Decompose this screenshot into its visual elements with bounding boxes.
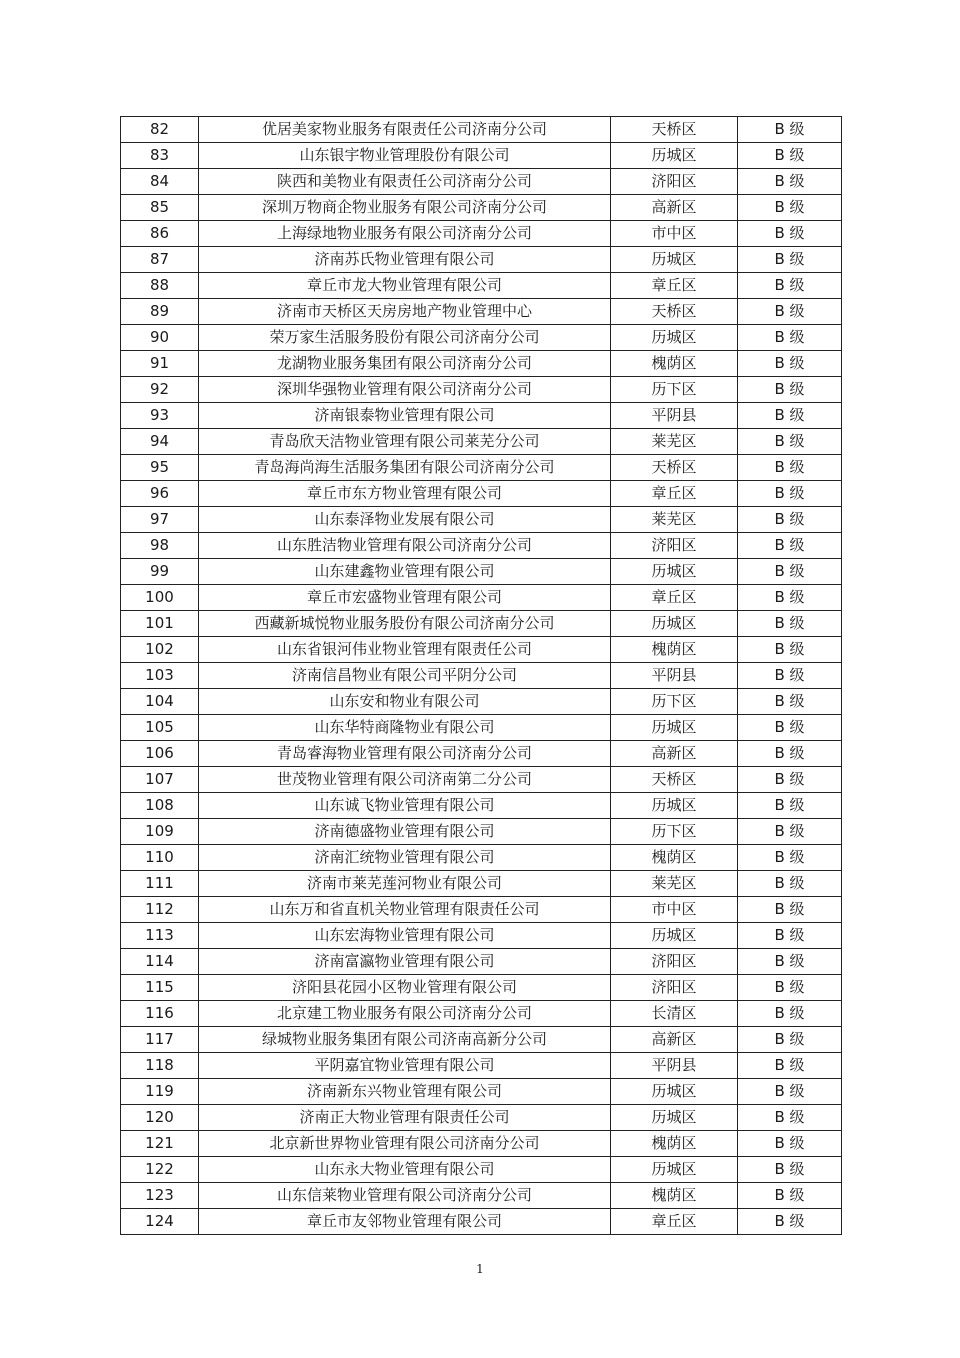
district-cell: 历城区 [611, 923, 738, 949]
district-cell: 历下区 [611, 377, 738, 403]
grade-cell: B 级 [738, 1027, 842, 1053]
district-cell: 莱芜区 [611, 429, 738, 455]
table-body [121, 117, 842, 1235]
company-name-cell: 山东省银河伟业物业管理有限责任公司 [199, 637, 611, 663]
row-number-cell: 95 [121, 455, 199, 481]
company-name-cell: 优居美家物业服务有限责任公司济南分公司 [199, 117, 611, 143]
grade-cell: B 级 [738, 715, 842, 741]
grade-cell: B 级 [738, 507, 842, 533]
company-name-cell: 章丘市友邻物业管理有限公司 [199, 1209, 611, 1235]
row-number-cell: 123 [121, 1183, 199, 1209]
grade-cell: B 级 [738, 1209, 842, 1235]
grade-cell: B 级 [738, 377, 842, 403]
district-cell: 高新区 [611, 1027, 738, 1053]
district-cell: 章丘区 [611, 273, 738, 299]
row-number-cell: 114 [121, 949, 199, 975]
table-row [121, 975, 842, 1001]
table-row [121, 377, 842, 403]
company-name-cell: 章丘市龙大物业管理有限公司 [199, 273, 611, 299]
table-row [121, 1131, 842, 1157]
district-cell: 历城区 [611, 143, 738, 169]
company-name-cell: 济南德盛物业管理有限公司 [199, 819, 611, 845]
grade-cell: B 级 [738, 325, 842, 351]
grade-cell: B 级 [738, 221, 842, 247]
table-row [121, 507, 842, 533]
company-name-cell: 章丘市宏盛物业管理有限公司 [199, 585, 611, 611]
table-row [121, 1105, 842, 1131]
table-row [121, 143, 842, 169]
grade-cell: B 级 [738, 533, 842, 559]
company-name-cell: 北京新世界物业管理有限公司济南分公司 [199, 1131, 611, 1157]
company-name-cell: 深圳万物商企物业服务有限公司济南分公司 [199, 195, 611, 221]
row-number-cell: 104 [121, 689, 199, 715]
district-cell: 槐荫区 [611, 1131, 738, 1157]
table-row [121, 1209, 842, 1235]
company-name-cell: 山东泰泽物业发展有限公司 [199, 507, 611, 533]
grade-cell: B 级 [738, 611, 842, 637]
grade-cell: B 级 [738, 169, 842, 195]
district-cell: 高新区 [611, 741, 738, 767]
table-row [121, 429, 842, 455]
table-row [121, 117, 842, 143]
grade-cell: B 级 [738, 273, 842, 299]
company-name-cell: 济南正大物业管理有限责任公司 [199, 1105, 611, 1131]
district-cell: 历城区 [611, 715, 738, 741]
grade-cell: B 级 [738, 429, 842, 455]
company-name-cell: 平阴嘉宜物业管理有限公司 [199, 1053, 611, 1079]
table-row [121, 1183, 842, 1209]
company-name-cell: 荣万家生活服务股份有限公司济南分公司 [199, 325, 611, 351]
district-cell: 平阴县 [611, 1053, 738, 1079]
row-number-cell: 87 [121, 247, 199, 273]
company-name-cell: 济南市天桥区天房房地产物业管理中心 [199, 299, 611, 325]
row-number-cell: 100 [121, 585, 199, 611]
table-row [121, 949, 842, 975]
district-cell: 槐荫区 [611, 1183, 738, 1209]
district-cell: 历城区 [611, 611, 738, 637]
company-name-cell: 济南市莱芜莲河物业有限公司 [199, 871, 611, 897]
table-row [121, 169, 842, 195]
company-name-cell: 青岛欣天洁物业管理有限公司莱芜分公司 [199, 429, 611, 455]
district-cell: 高新区 [611, 195, 738, 221]
row-number-cell: 119 [121, 1079, 199, 1105]
grade-cell: B 级 [738, 767, 842, 793]
table-row [121, 923, 842, 949]
row-number-cell: 96 [121, 481, 199, 507]
district-cell: 市中区 [611, 897, 738, 923]
table-row [121, 1157, 842, 1183]
row-number-cell: 82 [121, 117, 199, 143]
table-row [121, 585, 842, 611]
table-row [121, 455, 842, 481]
grade-cell: B 级 [738, 663, 842, 689]
company-name-cell: 济南汇统物业管理有限公司 [199, 845, 611, 871]
table-row [121, 1053, 842, 1079]
company-name-cell: 山东胜洁物业管理有限公司济南分公司 [199, 533, 611, 559]
district-cell: 历城区 [611, 1079, 738, 1105]
district-cell: 天桥区 [611, 299, 738, 325]
district-cell: 历下区 [611, 819, 738, 845]
grade-cell: B 级 [738, 819, 842, 845]
grade-cell: B 级 [738, 1053, 842, 1079]
row-number-cell: 89 [121, 299, 199, 325]
district-cell: 历城区 [611, 1105, 738, 1131]
row-number-cell: 102 [121, 637, 199, 663]
table-row [121, 1027, 842, 1053]
table-row [121, 221, 842, 247]
grade-cell: B 级 [738, 117, 842, 143]
grade-cell: B 级 [738, 689, 842, 715]
district-cell: 槐荫区 [611, 637, 738, 663]
company-name-cell: 济南银泰物业管理有限公司 [199, 403, 611, 429]
table-row [121, 481, 842, 507]
grade-cell: B 级 [738, 247, 842, 273]
company-name-cell: 世茂物业管理有限公司济南第二分公司 [199, 767, 611, 793]
row-number-cell: 118 [121, 1053, 199, 1079]
table-row [121, 715, 842, 741]
row-number-cell: 94 [121, 429, 199, 455]
row-number-cell: 117 [121, 1027, 199, 1053]
table-row [121, 273, 842, 299]
district-cell: 长清区 [611, 1001, 738, 1027]
row-number-cell: 93 [121, 403, 199, 429]
district-cell: 莱芜区 [611, 871, 738, 897]
grade-cell: B 级 [738, 793, 842, 819]
district-cell: 天桥区 [611, 117, 738, 143]
table-row [121, 689, 842, 715]
company-name-cell: 龙湖物业服务集团有限公司济南分公司 [199, 351, 611, 377]
row-number-cell: 120 [121, 1105, 199, 1131]
company-name-cell: 青岛海尚海生活服务集团有限公司济南分公司 [199, 455, 611, 481]
row-number-cell: 86 [121, 221, 199, 247]
table-row [121, 403, 842, 429]
company-name-cell: 上海绿地物业服务有限公司济南分公司 [199, 221, 611, 247]
row-number-cell: 113 [121, 923, 199, 949]
company-name-cell: 西藏新城悦物业服务股份有限公司济南分公司 [199, 611, 611, 637]
company-name-cell: 青岛睿海物业管理有限公司济南分公司 [199, 741, 611, 767]
table-row [121, 663, 842, 689]
company-name-cell: 深圳华强物业管理有限公司济南分公司 [199, 377, 611, 403]
row-number-cell: 83 [121, 143, 199, 169]
district-cell: 济阳区 [611, 169, 738, 195]
row-number-cell: 84 [121, 169, 199, 195]
company-name-cell: 绿城物业服务集团有限公司济南高新分公司 [199, 1027, 611, 1053]
district-cell: 市中区 [611, 221, 738, 247]
table-row [121, 325, 842, 351]
row-number-cell: 116 [121, 1001, 199, 1027]
grade-cell: B 级 [738, 1079, 842, 1105]
row-number-cell: 109 [121, 819, 199, 845]
district-cell: 济阳区 [611, 533, 738, 559]
table-row [121, 1001, 842, 1027]
grade-cell: B 级 [738, 1105, 842, 1131]
grade-cell: B 级 [738, 949, 842, 975]
company-name-cell: 山东信莱物业管理有限公司济南分公司 [199, 1183, 611, 1209]
company-name-cell: 陕西和美物业有限责任公司济南分公司 [199, 169, 611, 195]
grade-cell: B 级 [738, 481, 842, 507]
row-number-cell: 101 [121, 611, 199, 637]
page-number: 1 [476, 1262, 484, 1276]
company-name-cell: 济南新东兴物业管理有限公司 [199, 1079, 611, 1105]
table-row [121, 611, 842, 637]
company-name-cell: 济南富瀛物业管理有限公司 [199, 949, 611, 975]
district-cell: 历城区 [611, 559, 738, 585]
district-cell: 历城区 [611, 247, 738, 273]
district-cell: 平阴县 [611, 403, 738, 429]
company-name-cell: 山东建鑫物业管理有限公司 [199, 559, 611, 585]
table-row [121, 741, 842, 767]
grade-cell: B 级 [738, 741, 842, 767]
grade-cell: B 级 [738, 455, 842, 481]
grade-cell: B 级 [738, 897, 842, 923]
row-number-cell: 122 [121, 1157, 199, 1183]
row-number-cell: 103 [121, 663, 199, 689]
district-cell: 历城区 [611, 325, 738, 351]
district-cell: 济阳区 [611, 949, 738, 975]
grade-cell: B 级 [738, 1157, 842, 1183]
company-rating-table [120, 116, 842, 1235]
grade-cell: B 级 [738, 1183, 842, 1209]
district-cell: 槐荫区 [611, 351, 738, 377]
grade-cell: B 级 [738, 923, 842, 949]
row-number-cell: 99 [121, 559, 199, 585]
district-cell: 槐荫区 [611, 845, 738, 871]
row-number-cell: 111 [121, 871, 199, 897]
table-row [121, 533, 842, 559]
table-row [121, 897, 842, 923]
table-row [121, 195, 842, 221]
row-number-cell: 121 [121, 1131, 199, 1157]
district-cell: 历城区 [611, 1157, 738, 1183]
row-number-cell: 105 [121, 715, 199, 741]
company-name-cell: 山东银宇物业管理股份有限公司 [199, 143, 611, 169]
table-row [121, 247, 842, 273]
table-row [121, 351, 842, 377]
district-cell: 章丘区 [611, 1209, 738, 1235]
district-cell: 章丘区 [611, 585, 738, 611]
company-name-cell: 济南信昌物业有限公司平阴分公司 [199, 663, 611, 689]
district-cell: 平阴县 [611, 663, 738, 689]
district-cell: 历下区 [611, 689, 738, 715]
row-number-cell: 98 [121, 533, 199, 559]
table-row [121, 819, 842, 845]
grade-cell: B 级 [738, 143, 842, 169]
grade-cell: B 级 [738, 585, 842, 611]
row-number-cell: 124 [121, 1209, 199, 1235]
row-number-cell: 108 [121, 793, 199, 819]
grade-cell: B 级 [738, 195, 842, 221]
company-name-cell: 山东华特商隆物业有限公司 [199, 715, 611, 741]
table-row [121, 793, 842, 819]
grade-cell: B 级 [738, 351, 842, 377]
district-cell: 天桥区 [611, 767, 738, 793]
row-number-cell: 92 [121, 377, 199, 403]
company-name-cell: 北京建工物业服务有限公司济南分公司 [199, 1001, 611, 1027]
district-cell: 章丘区 [611, 481, 738, 507]
district-cell: 莱芜区 [611, 507, 738, 533]
district-cell: 历城区 [611, 793, 738, 819]
company-name-cell: 济南苏氏物业管理有限公司 [199, 247, 611, 273]
grade-cell: B 级 [738, 403, 842, 429]
district-cell: 天桥区 [611, 455, 738, 481]
table-row [121, 871, 842, 897]
row-number-cell: 88 [121, 273, 199, 299]
grade-cell: B 级 [738, 975, 842, 1001]
grade-cell: B 级 [738, 1001, 842, 1027]
grade-cell: B 级 [738, 299, 842, 325]
company-name-cell: 章丘市东方物业管理有限公司 [199, 481, 611, 507]
table-row [121, 299, 842, 325]
row-number-cell: 90 [121, 325, 199, 351]
table-row [121, 845, 842, 871]
row-number-cell: 115 [121, 975, 199, 1001]
row-number-cell: 106 [121, 741, 199, 767]
table-row [121, 637, 842, 663]
grade-cell: B 级 [738, 1131, 842, 1157]
row-number-cell: 97 [121, 507, 199, 533]
row-number-cell: 91 [121, 351, 199, 377]
company-name-cell: 山东安和物业有限公司 [199, 689, 611, 715]
grade-cell: B 级 [738, 871, 842, 897]
table-row [121, 1079, 842, 1105]
row-number-cell: 110 [121, 845, 199, 871]
company-name-cell: 山东万和省直机关物业管理有限责任公司 [199, 897, 611, 923]
table-row [121, 767, 842, 793]
grade-cell: B 级 [738, 637, 842, 663]
company-name-cell: 济阳县花园小区物业管理有限公司 [199, 975, 611, 1001]
table-row [121, 559, 842, 585]
row-number-cell: 112 [121, 897, 199, 923]
grade-cell: B 级 [738, 845, 842, 871]
company-name-cell: 山东永大物业管理有限公司 [199, 1157, 611, 1183]
company-name-cell: 山东诚飞物业管理有限公司 [199, 793, 611, 819]
company-name-cell: 山东宏海物业管理有限公司 [199, 923, 611, 949]
grade-cell: B 级 [738, 559, 842, 585]
row-number-cell: 107 [121, 767, 199, 793]
row-number-cell: 85 [121, 195, 199, 221]
district-cell: 济阳区 [611, 975, 738, 1001]
